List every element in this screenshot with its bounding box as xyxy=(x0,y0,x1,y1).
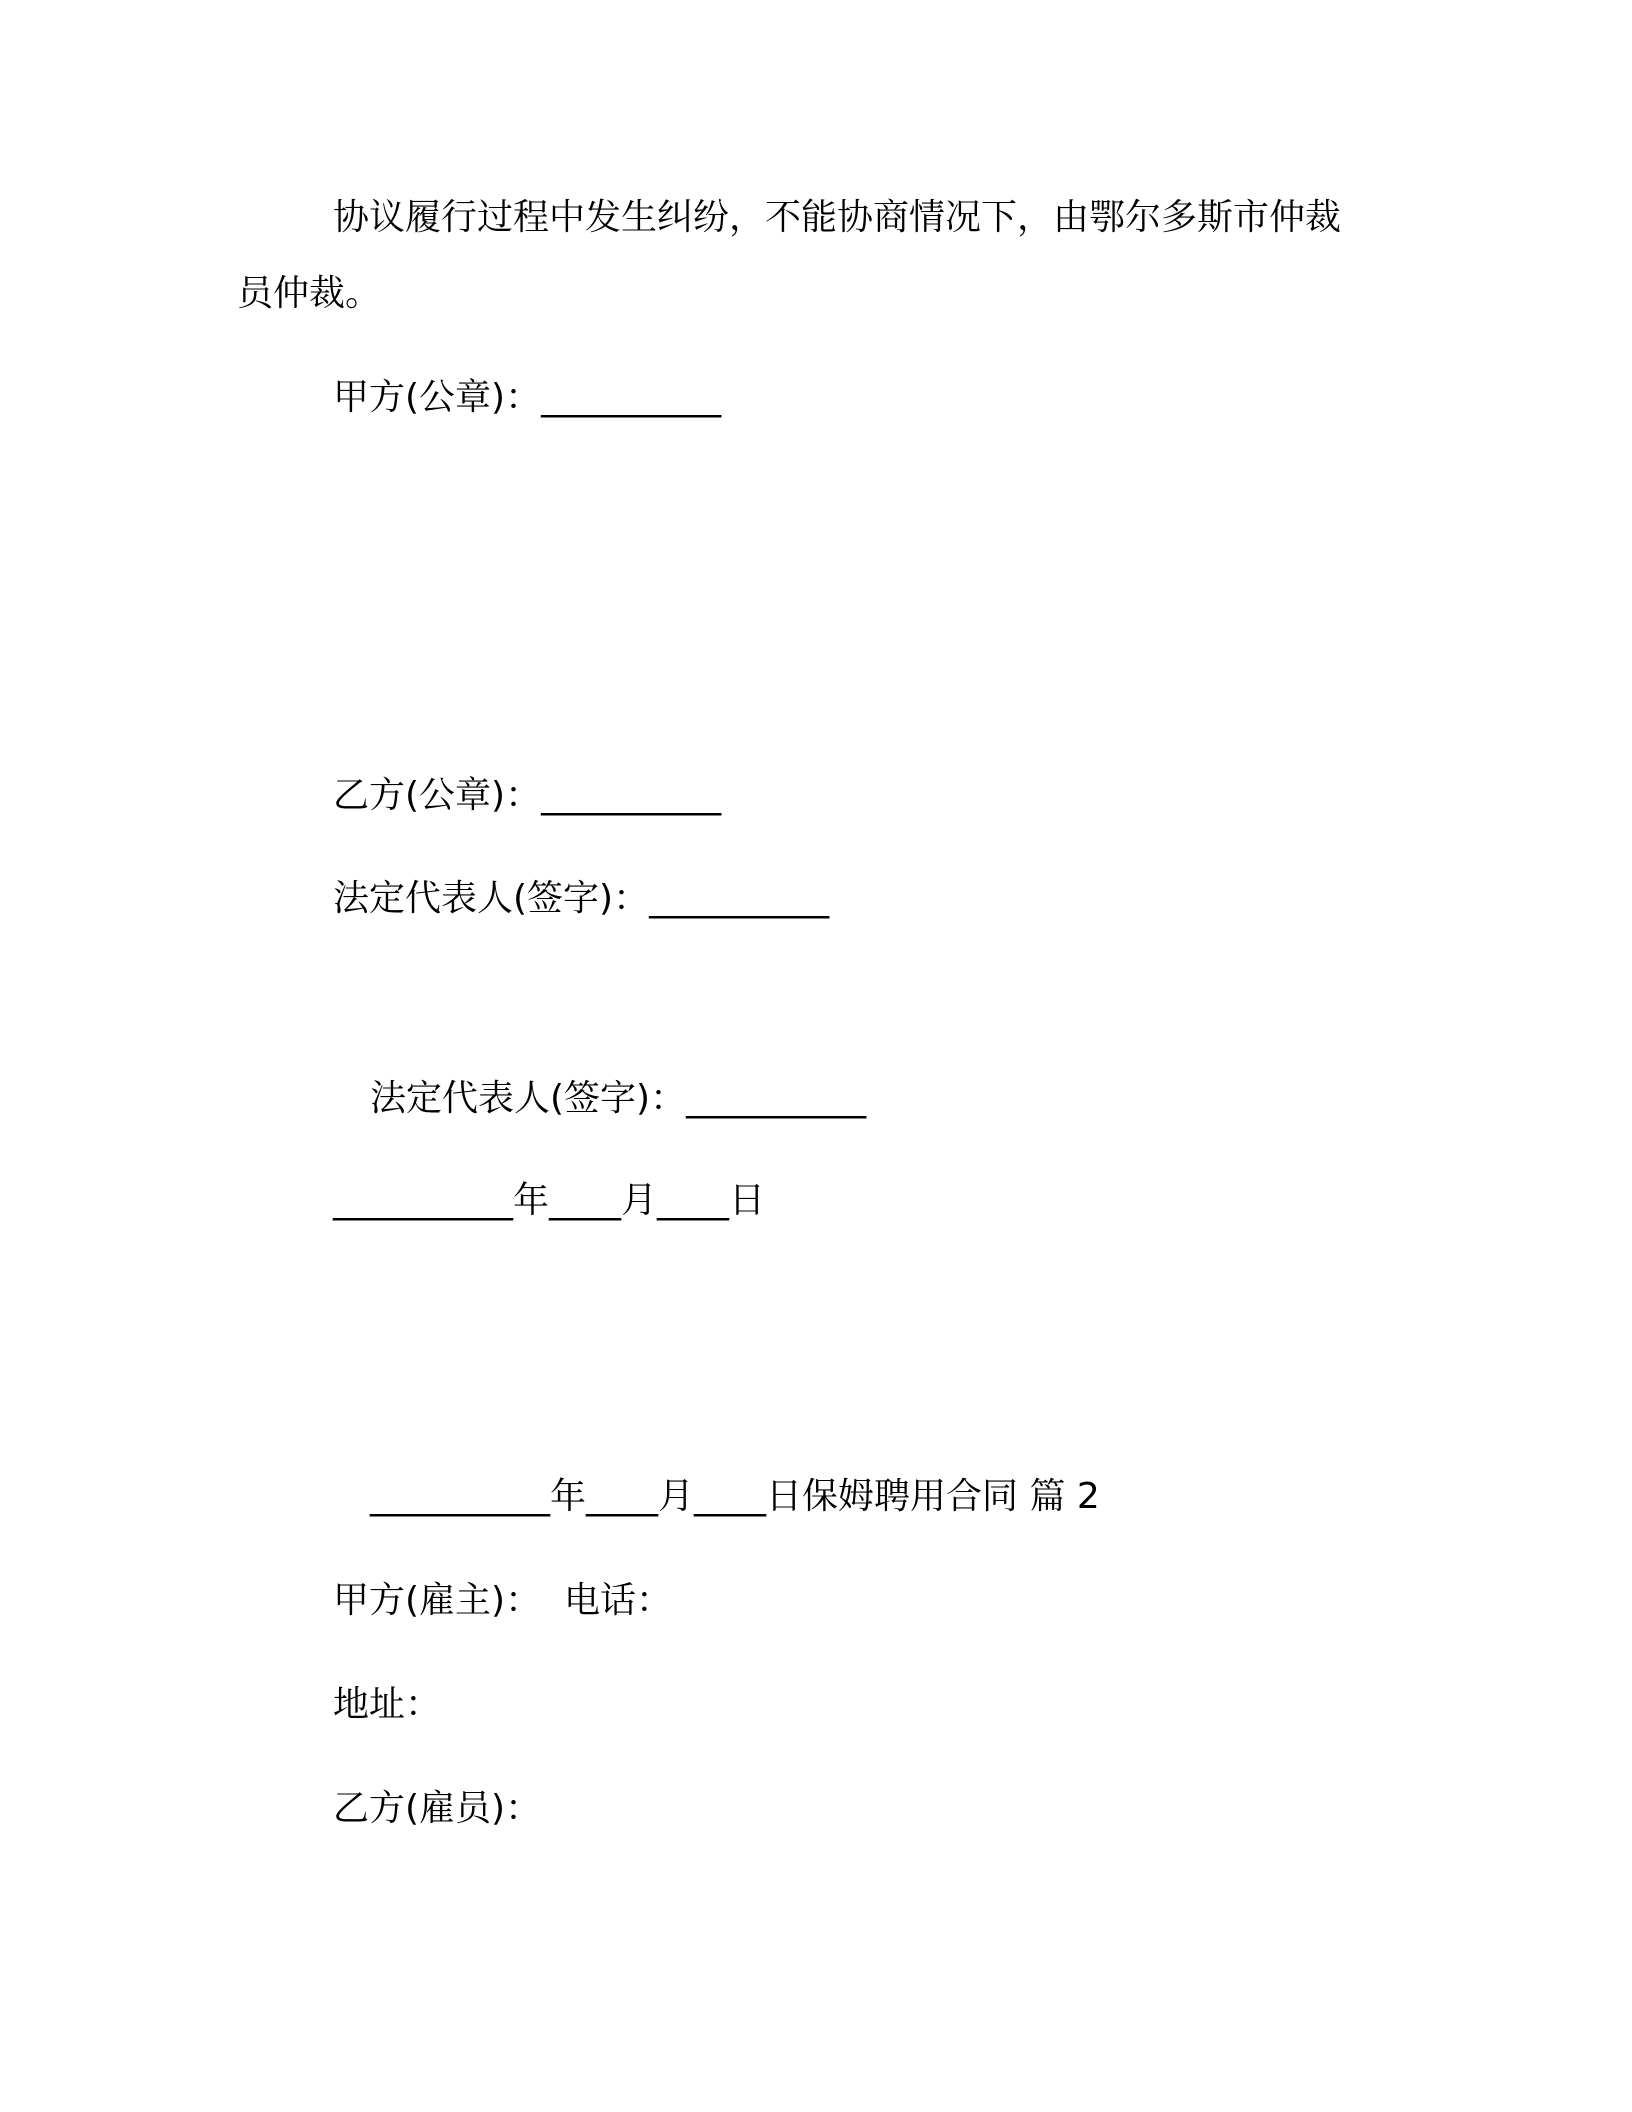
party-b-seal-line: 乙方(公章)：__________ xyxy=(333,775,722,816)
party-a-seal-line: 甲方(公章)：__________ xyxy=(333,377,722,418)
arbitration-clause-line-1: 协议履行过程中发生纠纷，不能协商情况下，由鄂尔多斯市仲裁 xyxy=(333,197,1342,238)
address-line: 地址： xyxy=(333,1684,442,1725)
legal-representative-signature-line: 法定代表人(签字)：__________ xyxy=(370,1078,867,1119)
employee-line: 乙方(雇员)： xyxy=(333,1788,542,1829)
date-line: __________年____月____日 xyxy=(333,1180,765,1221)
legal-representative-signature-line: 法定代表人(签字)：__________ xyxy=(333,878,830,919)
arbitration-clause-line-2: 员仲裁。 xyxy=(237,273,382,314)
employer-line: 甲方(雇主)： 电话： xyxy=(333,1580,672,1621)
contract-2-heading: __________年____月____日保姆聘用合同 篇 2 xyxy=(370,1476,1100,1517)
